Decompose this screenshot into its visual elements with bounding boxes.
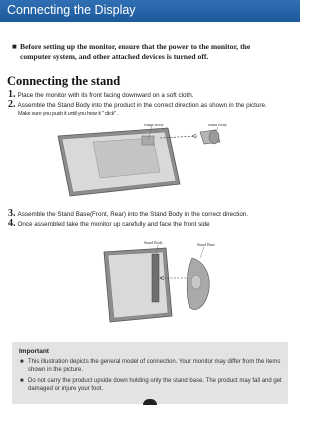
stand-body xyxy=(152,254,159,302)
hinge-body-label: Hinge Body xyxy=(144,124,164,127)
step-number: 4. xyxy=(8,218,16,229)
important-title: Important xyxy=(19,348,49,355)
step-number: 1. xyxy=(8,89,16,100)
stand-body-label: Stand Body xyxy=(144,240,163,245)
bullet-icon: ■ xyxy=(20,378,24,384)
step-text: Place the monitor with its front facing downward on a soft cloth. xyxy=(17,92,194,99)
intro-notice xyxy=(12,42,282,62)
stand-body-leader-line xyxy=(216,127,218,131)
hinge-body xyxy=(142,136,154,145)
page-header xyxy=(0,0,300,22)
step-2 xyxy=(8,101,267,110)
stand-base-hole xyxy=(191,275,201,289)
section-title: Connecting the stand xyxy=(7,74,121,88)
step-number: 2. xyxy=(8,99,16,110)
stand-body-joint xyxy=(209,130,219,144)
important-item xyxy=(20,358,282,374)
page-title: Connecting the Display xyxy=(7,3,136,17)
click-note: Make sure you push it until you hear it " click" . xyxy=(18,111,119,117)
stand-base-leader-line xyxy=(200,247,204,258)
bullet-icon: ■ xyxy=(12,42,17,51)
important-item-text: This illustration depicts the general model of connection. Your monitor may differ from the items shown in the picture. xyxy=(28,359,281,373)
important-item-text: Do not carry the product upside down holding only the stand base. The product may fall and get damaged or injure your foot. xyxy=(28,378,282,392)
step-3 xyxy=(8,210,248,219)
stand-base-label: Stand Base xyxy=(197,242,215,247)
stand-base-assembly-figure xyxy=(100,238,230,336)
step-1 xyxy=(8,91,194,100)
stand-body-label: Stand Body xyxy=(208,124,227,127)
step-text: Once assembled take the monitor up carefully and face the front side xyxy=(17,221,210,228)
important-box xyxy=(12,342,288,404)
page-mark-icon xyxy=(143,399,157,405)
step-text: Assemble the Stand Body into the product in the correct direction as shown in the picture. xyxy=(17,102,267,109)
step-text: Assemble the Stand Base(Front, Rear) into the Stand Body in the correct direction. xyxy=(17,211,249,218)
step-number: 3. xyxy=(8,208,16,219)
stand-body-assembly-figure xyxy=(48,124,238,204)
important-item xyxy=(20,377,282,393)
bullet-icon: ■ xyxy=(20,359,24,365)
step-4 xyxy=(8,220,210,229)
intro-text: Before setting up the monitor, ensure that the power to the monitor, the computer system, and other attached devices is turned off. xyxy=(20,42,251,61)
